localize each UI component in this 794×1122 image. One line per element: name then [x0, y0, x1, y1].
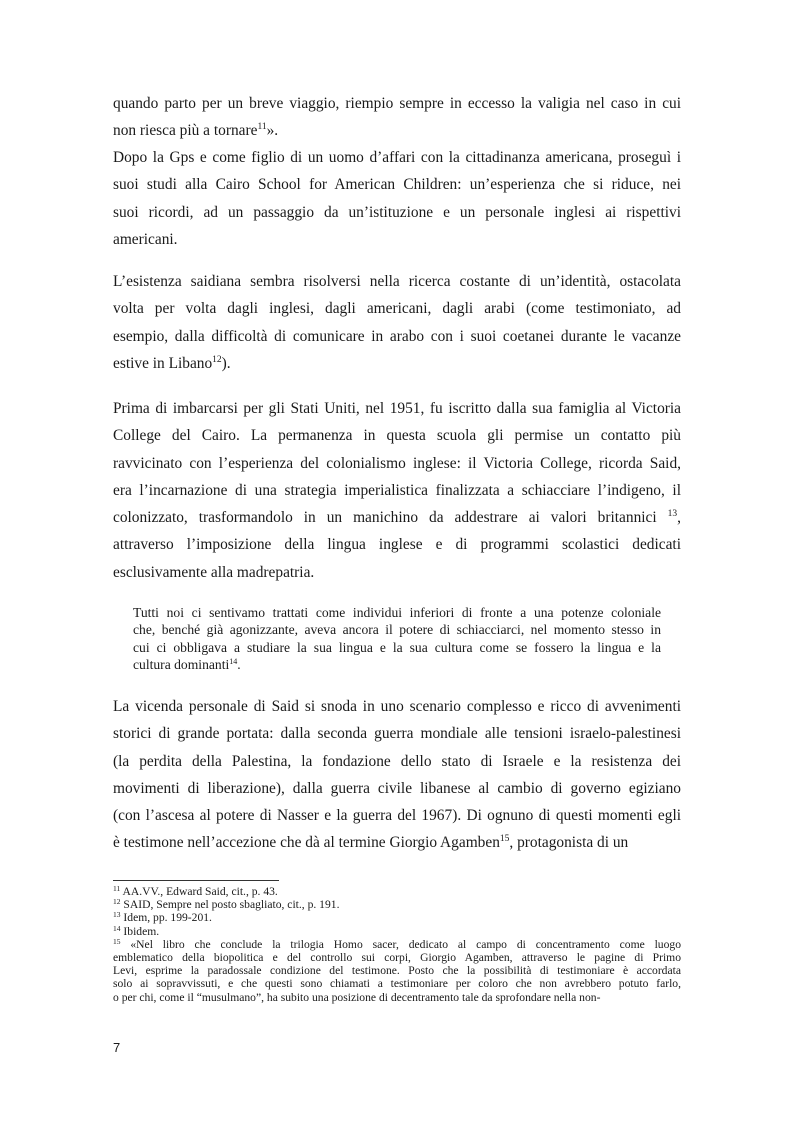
text-line: era l’incarnazione di una strategia imperialistica finalizzata a schiacciare l’indigeno, il — [113, 481, 681, 499]
text-line — [113, 504, 681, 531]
footnote-line — [113, 898, 681, 911]
footnote-line — [113, 991, 681, 1004]
text-segment: non riesca più a tornare — [113, 122, 258, 140]
text-line — [133, 656, 661, 673]
text-line — [113, 350, 681, 377]
text-line: suoi studi alla Cairo School for American Children: un’esperienza che si riduce, nei — [113, 176, 681, 194]
footnote-line — [113, 911, 681, 924]
text-line: cui ci obbligava a studiare la sua lingua e la sua cultura come se fossero la lingua e la — [133, 639, 661, 655]
text-line: attraverso l’imposizione della lingua inglese e di programmi scolastici dedicati — [113, 536, 681, 554]
text-segment: cultura dominanti — [133, 656, 230, 672]
footnote-line — [113, 925, 681, 938]
footnote-line — [113, 885, 681, 898]
footnote-text: Ibidem. — [123, 924, 160, 938]
footnote-number: 13 — [113, 910, 121, 920]
paragraph-5 — [113, 693, 681, 857]
text-segment: ». — [266, 122, 279, 140]
footnote-ref[interactable]: 14 — [229, 656, 238, 666]
footnote-line — [113, 938, 681, 951]
paragraph-3 — [113, 268, 681, 377]
text-segment: . — [237, 656, 241, 672]
footnote-text: AA.VV., Edward Said, cit., p. 43. — [122, 885, 278, 898]
text-line: storici di grande portata: dalla seconda guerra mondiale alle tensioni israelo-palestinesi — [113, 725, 681, 743]
footnote-number: 11 — [113, 884, 121, 893]
text-line: che, benché già agonizzante, aveva ancora il potere di schiacciarci, nel momento stesso in — [133, 622, 661, 638]
paragraph-2 — [113, 144, 681, 253]
footnote-number: 15 — [113, 936, 121, 946]
text-line: L’esistenza saidiana sembra risolversi nella ricerca costante di un’identità, ostacolata — [113, 273, 681, 290]
footnote-text: emblematico della biopolitica e del controllo sui corpi, Giorgio Agamben, attraverso le pagine di Primo — [113, 950, 681, 964]
paragraph-4 — [113, 395, 681, 586]
text-line — [113, 829, 681, 856]
footnote-number: 12 — [113, 897, 121, 907]
footnote-text: «Nel libro che conclude la trilogia Homo sacer, dedicato al campo di concentramento come luogo — [130, 937, 681, 951]
block-quote — [133, 604, 661, 673]
text-line: (la perdita della Palestina, la fondazione dello stato di Israele e la resistenza dei — [113, 752, 681, 770]
footnote-ref[interactable]: 13 — [667, 509, 678, 520]
footnote-text: Levi, esprime la paradossale condizione del testimone. Posto che la possibilità di testimoniare è accordata — [113, 964, 681, 978]
text-segment: , protagonista di un — [509, 834, 629, 852]
paragraph-1 — [113, 90, 681, 145]
text-line: esempio, dalla difficoltà di comunicare in arabo con i suoi coetanei durante le vacanze — [113, 327, 681, 345]
text-line: Dopo la Gps e come figlio di un uomo d’affari con la cittadinanza americana, proseguì i — [113, 149, 681, 166]
footnote-ref[interactable]: 15 — [499, 834, 510, 845]
text-line: La vicenda personale di Said si snoda in uno scenario complesso e ricco di avvenimenti — [113, 698, 681, 715]
text-line: esclusivamente alla madrepatria. — [113, 563, 315, 581]
text-line: americani. — [113, 230, 178, 248]
page-number: 7 — [113, 1040, 121, 1055]
footnote-ref[interactable]: 11 — [257, 122, 267, 133]
text-line: movimenti di liberazione), dalla guerra civile libanese al cambio di governo egiziano — [113, 779, 681, 797]
footnote-text: o per chi, come il “musulmano”, ha subito una posizione di decentramento tale da sprofondare nella non- — [113, 990, 601, 1004]
text-line: Prima di imbarcarsi per gli Stati Uniti, nel 1951, fu iscritto dalla sua famiglia al Victoria — [113, 400, 681, 417]
footnote-ref[interactable]: 12 — [212, 354, 222, 365]
text-segment: ). — [221, 354, 231, 372]
footnote-text: solo ai sopravvissuti, e che questi sono chiamati a testimoniare per coloro che non avrebbero potuto farlo, — [113, 977, 681, 991]
text-segment: , — [677, 509, 681, 527]
footnote-line — [113, 951, 681, 964]
footnote-separator — [113, 880, 279, 881]
text-segment: colonizzato, trasformandolo in un manichino da addestrare ai valori britannici — [113, 509, 668, 527]
footnote-text: SAID, Sempre nel posto sbagliato, cit., p. 191. — [123, 898, 340, 912]
text-line: ravvicinato con l’esperienza del colonialismo inglese: il Victoria College, ricorda Said, — [113, 454, 681, 472]
footnote-text: Idem, pp. 199-201. — [123, 911, 212, 925]
text-line: quando parto per un breve viaggio, riempio sempre in eccesso la valigia nel caso in cui — [113, 95, 681, 112]
footnote-number: 14 — [113, 923, 121, 933]
footnotes — [113, 885, 681, 1004]
text-line — [113, 117, 681, 144]
text-line: volta per volta dagli inglesi, dagli americani, dagli arabi (come testimoniato, ad — [113, 300, 681, 318]
footnote-line — [113, 964, 681, 977]
footnote-line — [113, 977, 681, 990]
document-page — [113, 0, 681, 1122]
text-line: College del Cairo. La permanenza in questa scuola gli permise un contatto più — [113, 427, 681, 445]
text-line: suoi ricordi, ad un passaggio da un’istituzione e un personale inglesi ai rispettivi — [113, 203, 681, 221]
text-segment: estive in Libano — [113, 354, 213, 372]
text-line: Tutti noi ci sentivamo trattati come individui inferiori di fronte a una potenze coloniale — [133, 605, 661, 620]
text-line: (con l’ascesa al potere di Nasser e la guerra del 1967). Di ognuno di questi momenti egli — [113, 807, 681, 825]
text-segment: è testimone nell’accezione che dà al termine Giorgio Agamben — [113, 834, 500, 852]
